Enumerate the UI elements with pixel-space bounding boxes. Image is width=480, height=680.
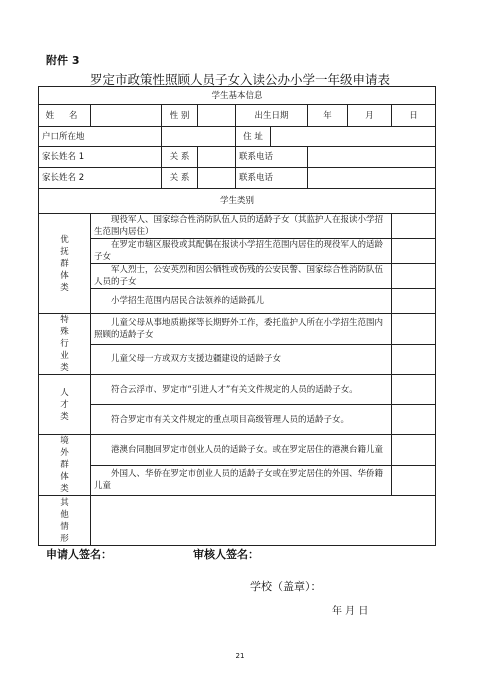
parent2-phone-label: 联系电话 xyxy=(236,168,308,189)
jingwai-check-2[interactable] xyxy=(392,465,436,496)
birth-date-label: 出生日期 xyxy=(236,105,308,127)
teshu-check-2[interactable] xyxy=(392,344,436,375)
teshu-check-1[interactable] xyxy=(392,314,436,345)
parent1-label: 家长姓名 1 xyxy=(39,147,162,168)
youfu-check-2[interactable] xyxy=(392,239,436,264)
gender-field[interactable] xyxy=(198,105,236,127)
form-title: 罗定市政策性照顾人员子女入读公办小学一年级申请表 xyxy=(89,72,390,87)
youfu-check-1[interactable] xyxy=(392,214,436,239)
youfu-check-4[interactable] xyxy=(392,289,436,314)
other-category-label: 其 他 情 形 xyxy=(39,496,91,546)
youfu-check-3[interactable] xyxy=(392,264,436,289)
birth-day-field[interactable] xyxy=(392,105,436,127)
address-label: 住 址 xyxy=(236,127,271,147)
other-situation-field[interactable] xyxy=(91,496,436,546)
jingwai-item-1: 港澳台同胞回罗定市创业人员的适龄子女。或在罗定居住的港澳台籍儿童 xyxy=(91,435,392,466)
month-label: 月 xyxy=(365,110,374,121)
teshu-item-2: 儿童父母一方或双方支援边疆建设的适龄子女 xyxy=(91,344,392,375)
jingwai-category-label: 境 外 群 体 类 xyxy=(39,435,91,496)
youfu-item-1: 现役军人、国家综合性消防队伍人员的适龄子女（其监护人在报读小学招生范围内居住） xyxy=(91,214,392,239)
teshu-category-label: 特 殊 行 业 类 xyxy=(39,314,91,375)
category-header: 学生类别 xyxy=(39,189,436,214)
birth-year-field[interactable] xyxy=(308,105,348,127)
signing-date: 年 月 日 xyxy=(332,606,369,617)
parent2-phone-field[interactable] xyxy=(308,168,436,189)
rencai-check-2[interactable] xyxy=(392,405,436,435)
birth-month-field[interactable] xyxy=(348,105,392,127)
parent2-relation-field[interactable] xyxy=(198,168,236,189)
youfu-item-3: 军人烈士，公安英烈和因公牺牲或伤残的公安民警、国家综合性消防队伍人员的子女 xyxy=(91,264,392,289)
youfu-item-2: 在罗定市辖区服役或其配偶在报读小学招生范围内居住的现役军人的适龄子女 xyxy=(91,239,392,264)
year-label: 年 xyxy=(323,110,332,121)
parent1-phone-label: 联系电话 xyxy=(236,147,308,168)
jingwai-check-1[interactable] xyxy=(392,435,436,466)
rencai-check-1[interactable] xyxy=(392,375,436,405)
attachment-label: 附件 3 xyxy=(46,54,80,67)
name-field[interactable] xyxy=(91,105,162,127)
hukou-field[interactable] xyxy=(162,127,236,147)
application-form-table xyxy=(38,86,436,546)
hukou-label: 户口所在地 xyxy=(39,127,162,147)
youfu-category-label: 优 抚 群 体 类 xyxy=(39,214,91,314)
gender-label: 性 别 xyxy=(162,105,198,127)
basic-info-header: 学生基本信息 xyxy=(39,87,436,105)
applicant-signature-label: 申请人签名： xyxy=(46,548,112,561)
page-number: 21 xyxy=(235,652,245,660)
parent1-phone-field[interactable] xyxy=(308,147,436,168)
rencai-item-1: 符合云浮市、罗定市“引进人才”有关文件规定的人员的适龄子女。 xyxy=(91,375,392,405)
rencai-item-2: 符合罗定市有关文件规定的重点项目高级管理人员的适龄子女。 xyxy=(91,405,392,435)
name-label: 姓 名 xyxy=(39,105,91,127)
day-label: 日 xyxy=(409,110,418,121)
parent2-label: 家长姓名 2 xyxy=(39,168,162,189)
parent1-relation-field[interactable] xyxy=(198,147,236,168)
parent2-relation-label: 关 系 xyxy=(162,168,198,189)
address-field[interactable] xyxy=(271,127,436,147)
jingwai-item-2: 外国人、华侨在罗定市创业人员的适龄子女或在罗定居住的外国、华侨籍儿童 xyxy=(91,465,392,496)
rencai-category-label: 人 才 类 xyxy=(39,375,91,435)
school-stamp-label: 学校（盖章）： xyxy=(250,580,322,593)
teshu-item-1: 儿童父母从事地质勘探等长期野外工作，委托监护人所在小学招生范围内照顾的适龄子女 xyxy=(91,314,392,345)
parent1-relation-label: 关 系 xyxy=(162,147,198,168)
youfu-item-4: 小学招生范围内居民合法领养的适龄孤儿 xyxy=(91,289,392,314)
reviewer-signature-label: 审核人签名： xyxy=(193,548,259,561)
